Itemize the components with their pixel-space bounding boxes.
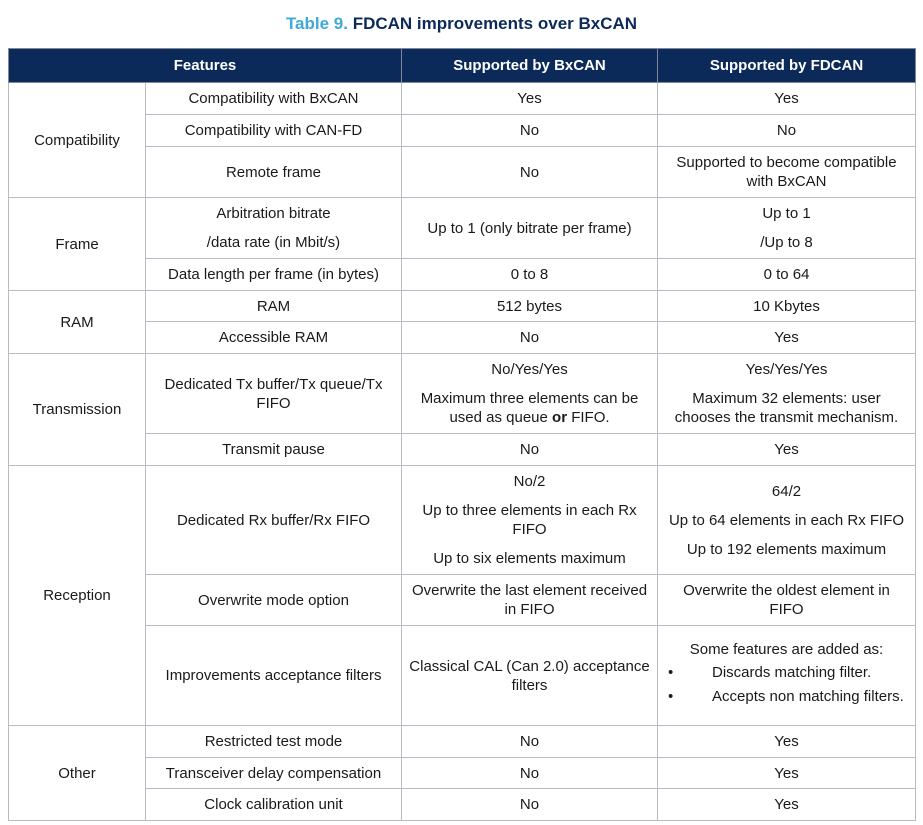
group-frame: Frame	[9, 198, 146, 291]
fdcan-cell: Yes	[658, 789, 916, 821]
bxcan-cell	[402, 466, 658, 575]
bxcan-cell: 512 bytes	[402, 291, 658, 322]
table-row	[9, 626, 916, 726]
bxcan-cell: No	[402, 147, 658, 198]
fdcan-cell	[658, 198, 916, 259]
fdcan-cell: Yes	[658, 434, 916, 466]
fdcan-cell: Yes	[658, 322, 916, 354]
fdcan-line: Yes/Yes/Yes	[745, 361, 828, 378]
table-row	[9, 758, 916, 789]
fdcan-line: /Up to 8	[760, 234, 813, 251]
feature-cell: Transceiver delay compensation	[146, 758, 402, 789]
list-item	[664, 663, 909, 682]
table-row	[9, 726, 916, 758]
table-row	[9, 789, 916, 821]
bxcan-cell: No	[402, 726, 658, 758]
table-caption	[0, 14, 923, 34]
fdcan-cell: Overwrite the oldest element in FIFO	[658, 575, 916, 626]
list-item-text: Accepts non matching filters.	[712, 688, 904, 705]
feature-cell: Compatibility with BxCAN	[146, 83, 402, 115]
header-fdcan: Supported by FDCAN	[658, 49, 916, 83]
feature-cell: Transmit pause	[146, 434, 402, 466]
bxcan-cell: Overwrite the last element received in FIFO	[402, 575, 658, 626]
bxcan-line	[408, 389, 651, 427]
fdcan-cell: 10 Kbytes	[658, 291, 916, 322]
table-row	[9, 198, 916, 259]
feature-cell: Overwrite mode option	[146, 575, 402, 626]
table-row	[9, 259, 916, 291]
fdcan-cell: No	[658, 115, 916, 147]
text-run: FIFO.	[567, 409, 610, 426]
fdcan-cell	[658, 626, 916, 726]
feature-cell: Clock calibration unit	[146, 789, 402, 821]
fdcan-line: Some features are added as:	[689, 641, 884, 658]
bullet-list	[664, 663, 909, 706]
bxcan-cell: No	[402, 789, 658, 821]
bullet-icon: •	[668, 688, 674, 705]
table-row	[9, 83, 916, 115]
comparison-table	[8, 48, 916, 821]
group-transmission: Transmission	[9, 354, 146, 466]
fdcan-line: 64/2	[771, 482, 802, 500]
bxcan-cell: Classical CAL (Can 2.0) acceptance filters	[402, 626, 658, 726]
group-reception: Reception	[9, 466, 146, 726]
feature-line: /data rate (in Mbit/s)	[206, 234, 341, 251]
fdcan-cell	[658, 466, 916, 575]
bxcan-cell: No	[402, 322, 658, 354]
group-other: Other	[9, 726, 146, 821]
fdcan-cell	[658, 354, 916, 434]
bxcan-cell: No	[402, 758, 658, 789]
table-row	[9, 575, 916, 626]
bxcan-cell	[402, 354, 658, 434]
list-item-text: Discards matching filter.	[712, 664, 872, 681]
feature-cell: Dedicated Tx buffer/Tx queue/Tx FIFO	[146, 354, 402, 434]
fdcan-cell: Supported to become compatible with BxCAN	[658, 147, 916, 198]
fdcan-line: Up to 64 elements in each Rx FIFO	[668, 511, 905, 529]
fdcan-cell: Yes	[658, 83, 916, 115]
bullet-icon: •	[668, 664, 674, 681]
group-ram: RAM	[9, 291, 146, 354]
table-row	[9, 115, 916, 147]
table-row	[9, 291, 916, 322]
bxcan-cell: 0 to 8	[402, 259, 658, 291]
feature-line: Arbitration bitrate	[216, 205, 331, 222]
table-title: FDCAN improvements over BxCAN	[352, 14, 638, 33]
bxcan-cell: No	[402, 434, 658, 466]
bxcan-cell: Up to 1 (only bitrate per frame)	[402, 198, 658, 259]
feature-cell: Compatibility with CAN-FD	[146, 115, 402, 147]
feature-cell: RAM	[146, 291, 402, 322]
table-number: Table 9.	[285, 14, 348, 33]
feature-cell	[146, 198, 402, 259]
fdcan-line: Maximum 32 elements: user chooses the transmit mechanism.	[674, 390, 899, 426]
table-row	[9, 322, 916, 354]
bxcan-line: Up to six elements maximum	[433, 550, 626, 567]
header-features: Features	[9, 49, 402, 83]
text-run: Maximum three elements can be used as queue	[420, 390, 639, 426]
feature-cell: Restricted test mode	[146, 726, 402, 758]
table-row	[9, 354, 916, 434]
list-item	[664, 687, 909, 706]
feature-cell: Dedicated Rx buffer/Rx FIFO	[146, 466, 402, 575]
table-row	[9, 434, 916, 466]
fdcan-line: Up to 1	[762, 205, 811, 222]
feature-cell: Accessible RAM	[146, 322, 402, 354]
fdcan-cell: Yes	[658, 726, 916, 758]
fdcan-cell: 0 to 64	[658, 259, 916, 291]
feature-cell: Improvements acceptance filters	[146, 626, 402, 726]
table-row	[9, 147, 916, 198]
table-row	[9, 466, 916, 575]
bxcan-cell: No	[402, 115, 658, 147]
group-compatibility: Compatibility	[9, 83, 146, 198]
fdcan-line: Up to 192 elements maximum	[686, 540, 887, 558]
feature-cell: Remote frame	[146, 147, 402, 198]
bxcan-line: No/Yes/Yes	[491, 361, 568, 378]
bxcan-cell: Yes	[402, 83, 658, 115]
bxcan-line: No/2	[513, 473, 546, 490]
header-row	[9, 49, 916, 83]
header-bxcan: Supported by BxCAN	[402, 49, 658, 83]
bold-word: or	[552, 409, 568, 426]
feature-cell: Data length per frame (in bytes)	[146, 259, 402, 291]
fdcan-cell: Yes	[658, 758, 916, 789]
bxcan-line: Up to three elements in each Rx FIFO	[422, 502, 637, 538]
